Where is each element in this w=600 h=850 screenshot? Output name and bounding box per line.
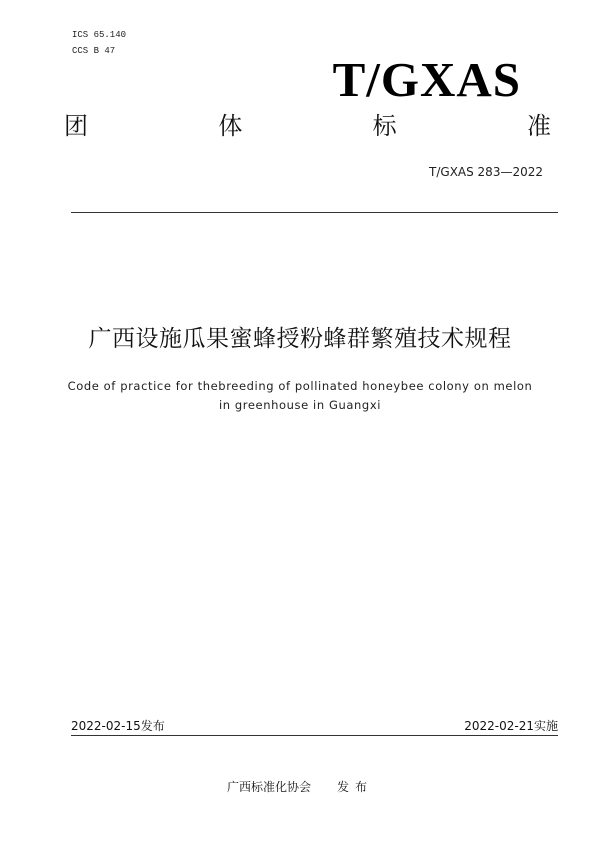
standard-type-char: 准 xyxy=(526,112,551,140)
document-title-english-line2: in greenhouse in Guangxi xyxy=(218,398,382,412)
ics-code: ICS 65.140 xyxy=(72,30,127,40)
bottom-divider xyxy=(71,735,558,736)
top-divider xyxy=(71,212,558,213)
document-title-english-line1: Code of practice for thebreeding of pollinated honeybee colony on melon xyxy=(67,379,533,393)
standard-type-char: 体 xyxy=(218,112,243,140)
standard-type-char: 团 xyxy=(64,112,88,140)
standard-number: T/GXAS 283—2022 xyxy=(429,165,543,179)
publisher-line xyxy=(0,778,600,795)
publish-label: 发布 xyxy=(337,780,374,794)
document-title-chinese: 广西设施瓜果蜜蜂授粉蜂群繁殖技术规程 xyxy=(88,326,512,352)
ccs-code: CCS B 47 xyxy=(72,46,116,56)
standard-type-heading xyxy=(64,114,551,138)
standard-code-logo: T/GXAS xyxy=(332,52,521,107)
implementation-date: 2022-02-21实施 xyxy=(464,719,558,733)
publisher-name: 广西标准化协会 xyxy=(226,780,311,794)
standard-type-char: 标 xyxy=(372,112,397,140)
issue-date: 2022-02-15发布 xyxy=(71,719,165,733)
